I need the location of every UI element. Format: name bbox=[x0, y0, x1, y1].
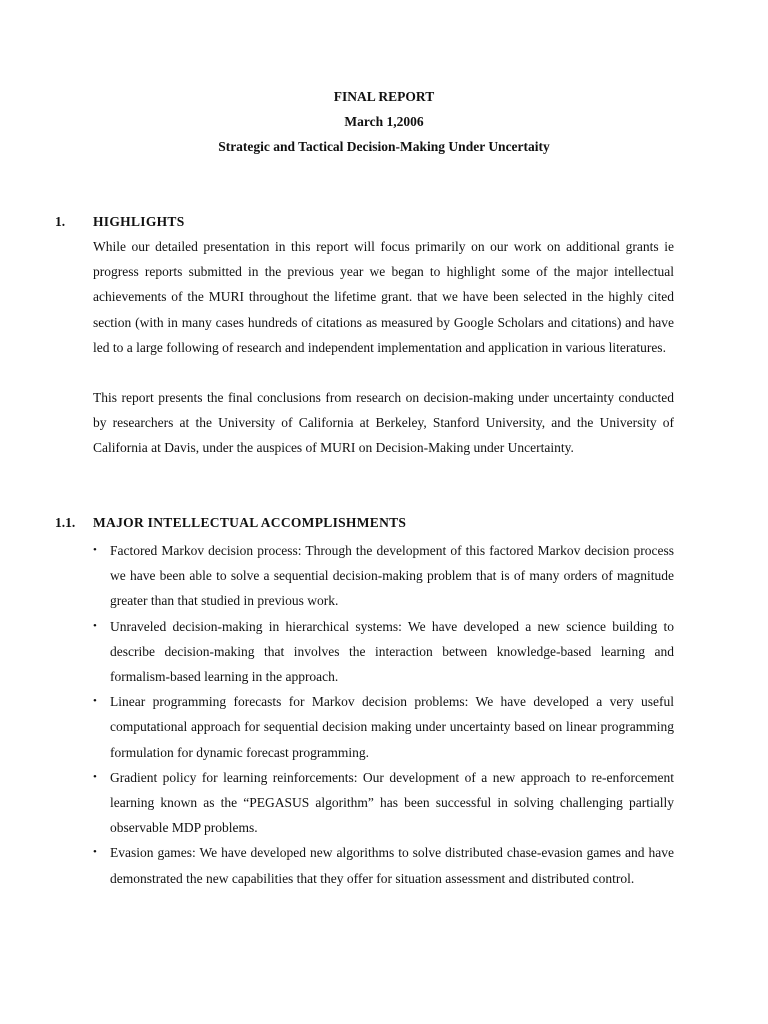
list-item-text: Linear programming forecasts for Markov decision problems: We have developed a very useful computational approach for sequential decision making under uncertainty based on linear programming formulation for dynamic forecast programming. bbox=[110, 694, 674, 760]
bullet-icon: • bbox=[93, 695, 97, 708]
section-title: HIGHLIGHTS bbox=[93, 214, 185, 229]
list-item-text: Unraveled decision-making in hierarchical systems: We have developed a new science building to describe decision-making that involves the interaction between knowledge-based learning and formalism-based learning in the approach. bbox=[110, 618, 674, 685]
section-heading-accomplishments bbox=[55, 514, 406, 532]
bullet-icon: • bbox=[93, 846, 97, 859]
section-title: MAJOR INTELLECTUAL ACCOMPLISHMENTS bbox=[93, 515, 407, 530]
list-item-text: Factored Markov decision process: Through the development of this factored Markov decision process we have been able to solve a sequential decision-making problem that is of many orders of magnitude greater than that studied in previous work. bbox=[110, 543, 674, 609]
report-title: FINAL REPORT bbox=[333, 89, 435, 104]
list-item bbox=[93, 840, 674, 890]
bullet-icon: • bbox=[93, 544, 97, 556]
highlights-paragraph-2: This report presents the final conclusions from research on decision-making under uncertainty conducted by researchers at the University of California at Berkeley, Stanford University, and the University of California at Davis, under the auspices of MURI on Decision-Making under Uncertainty. bbox=[93, 390, 674, 456]
list-item bbox=[93, 614, 674, 690]
list-item-text: Gradient policy for learning reinforcements: Our development of a new approach to re-enforcement learning known as the “PEGASUS algorithm” has been successful in solving challenging partially observable MDP problems. bbox=[110, 769, 674, 836]
section-heading-highlights bbox=[55, 213, 185, 231]
section-number: 1. bbox=[55, 214, 66, 229]
list-item bbox=[93, 689, 674, 765]
report-subtitle: Strategic and Tactical Decision-Making Under Uncertaity bbox=[218, 139, 550, 154]
list-item bbox=[93, 538, 674, 614]
list-item-text: Evasion games: We have developed new algorithms to solve distributed chase-evasion games and have demonstrated the new capabilities that they offer for situation assessment and distributed control. bbox=[110, 845, 674, 886]
report-date: March 1,2006 bbox=[344, 114, 424, 129]
section-number: 1.1. bbox=[55, 515, 76, 530]
list-item bbox=[93, 765, 674, 841]
highlights-paragraph-1: While our detailed presentation in this report will focus primarily on our work on additional grants ie progress reports submitted in the previous year we began to highlight some of the major intellectual achievements of the MURI throughout the lifetime grant. that we have been selected in the highly cited section (with in many cases hundreds of citations as measured by Google Scholars and citations) and have led to a large following of research and independent implementation and application in various literatures. bbox=[93, 239, 674, 355]
bullet-icon: • bbox=[93, 770, 97, 783]
bullet-icon: • bbox=[93, 619, 97, 632]
accomplishments-list bbox=[93, 538, 674, 891]
